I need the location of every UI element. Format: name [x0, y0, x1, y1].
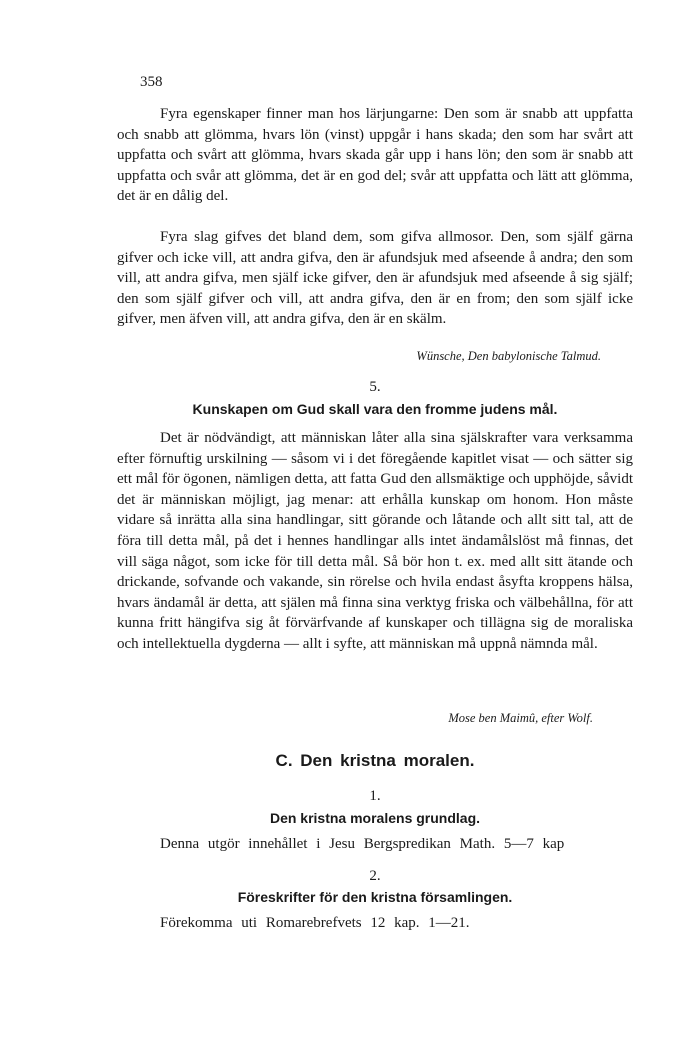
- section-c-title: C. Den kristna moralen.: [275, 751, 475, 770]
- paragraph-alms: Fyra slag gifves det bland dem, som gifva allmosor. Den, som själf gärna gifver och icke vill, att andra gifva, den är afundsjuk med afseende å andra; den som vill, att andra gifva, men själf icke gifver, den är afundsjuk med afseende å sig själf; den som själf gifver och vill, att andra gifva, den är en from; den som själf icke gifver, men äfven vill, att andra gifva, den är en skälm.: [117, 229, 633, 328]
- subsection-2-heading: Föreskrifter för den kristna församlingen.: [237, 889, 513, 905]
- section-5-number: 5.: [369, 379, 381, 395]
- attribution-talmud: Wünsche, Den babylonische Talmud.: [416, 349, 601, 363]
- subsection-1-text: Denna utgör innehållet i Jesu Bergspredikan Math. 5—7 kap: [160, 836, 565, 852]
- subsection-2-number: 2.: [369, 868, 381, 884]
- attribution-maimonides: Mose ben Maimû, efter Wolf.: [448, 711, 593, 725]
- subsection-2-text: Förekomma uti Romarebrefvets 12 kap. 1—21.: [160, 915, 470, 931]
- book-page: [117, 72, 633, 1032]
- subsection-1-number: 1.: [369, 788, 381, 804]
- paragraph-knowledge-of-god: Det är nödvändigt, att människan låter alla sina själskrafter vara verksamma efter förnuftig urskilning — såsom vi i det föregående kapitlet visat — och sätter sig ett mål för ögonen, nämligen detta, att fatta Gud den allsmäktige och upphöjde, såvidt det är människan möjligt, jag menar: att erhålla kunskap om honom. Hon måste vidare så inrätta alla sina handlingar, sitt görande och låtande och allt sitt tal, att de föra till detta mål, på det i hennes handlingar alls intet ändamålslöst må finnas, det vill säga något, som icke för till detta mål. Så bör hon t. ex. med allt sitt ätande och drickande, sofvande och vakande, sin rörelse och hvila endast åsyfta kroppens hälsa, hvars ändamål är detta, att själen må finna sina verktyg friska och välbehållna, för att kunna fritt hängifva sig åt förvärfvande af kunskaper och tillägna sig de moraliska och intellektuella dygderna — allt i syfte, att människan må uppnå nämnda mål.: [117, 430, 633, 652]
- subsection-1-heading: Den kristna moralens grundlag.: [269, 810, 481, 826]
- section-5-heading: Kunskapen om Gud skall vara den fromme judens mål.: [192, 401, 558, 417]
- page-number: 358: [140, 74, 163, 90]
- paragraph-disciples: Fyra egenskaper finner man hos lärjungarne: Den som är snabb att uppfatta och snabb att glömma, hvars lön (vinst) uppgår i hans skada; den som har svårt att uppfatta och svårt att glömma, hvars skada går upp i hans lön; den som är snabb att uppfatta och svår att glömma, det är en god del; svår att uppfatta och lätt att glömma, det är en dålig del.: [117, 106, 633, 205]
